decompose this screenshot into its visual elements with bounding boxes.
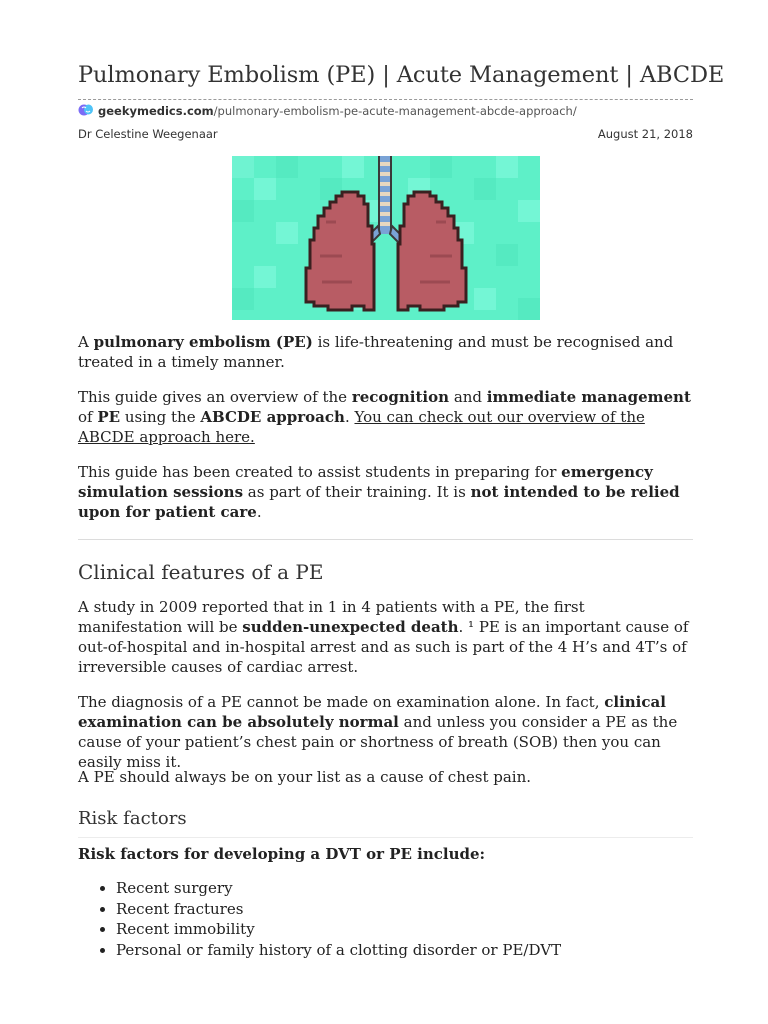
title-divider [78,99,693,100]
source-path: /pulmonary-embolism-pe-acute-management-abcde-approach/ [213,104,577,118]
abcde-overview-link[interactable]: You can check out our overview of the ABCDE approach here. [78,408,645,446]
intro-paragraph-3: This guide has been created to assist students in preparing for emergency simulation sessions as part of their training. It is not intended to be relied upon for patient care. [78,463,680,521]
subsection-heading-risk-factors: Risk factors [78,808,187,829]
section-heading-clinical-features: Clinical features of a PE [78,560,324,584]
brain-logo-icon [78,103,94,120]
clinical-paragraph-1: A study in 2009 reported that in 1 in 4 patients with a PE, the first manifestation will be sudden-unexpected death. ¹ PE is an important cause of out-of-hospital and in-hospital arrest and as such is part of the 4 H’s and 4T’s of irreversible causes of cardiac arrest. [78,598,689,676]
section-divider [78,539,693,540]
clinical-paragraph-2: The diagnosis of a PE cannot be made on examination alone. In fact, clinical examination can be absolutely normal and unless you consider a PE as the cause of your patient’s chest pain or shortness of breath (SOB) then you can easily miss it. [78,693,678,771]
list-item: • Recent surgery [116,878,731,899]
risk-intro: Risk factors for developing a DVT or PE include: [78,845,486,863]
list-item: • Personal or family history of a clotting disorder or PE/DVT [116,940,731,961]
article-meta [78,127,693,141]
intro-paragraph-1: A pulmonary embolism (PE) is life-threatening and must be recognised and treated in a timely manner. [78,333,674,371]
article-title: Pulmonary Embolism (PE) | Acute Management | ABCDE [78,62,725,88]
subsection-divider [78,837,693,838]
risk-factor-list [78,878,731,960]
lungs-pixel-art-icon [232,156,540,320]
publish-date: August 21, 2018 [597,127,693,141]
source-link[interactable] [78,103,577,119]
list-item: • Recent fractures [116,899,731,920]
list-item: • Recent immobility [116,919,731,940]
author-name: Dr Celestine Weegenaar [78,127,218,141]
intro-paragraph-2: This guide gives an overview of the recognition and immediate management of PE using the ABCDE approach. You can check out our overview of the ABCDE approach here. [78,388,691,446]
clinical-paragraph-3: A PE should always be on your list as a cause of chest pain. [78,768,532,786]
source-domain: geekymedics.com [98,104,214,118]
hero-image [232,156,540,320]
